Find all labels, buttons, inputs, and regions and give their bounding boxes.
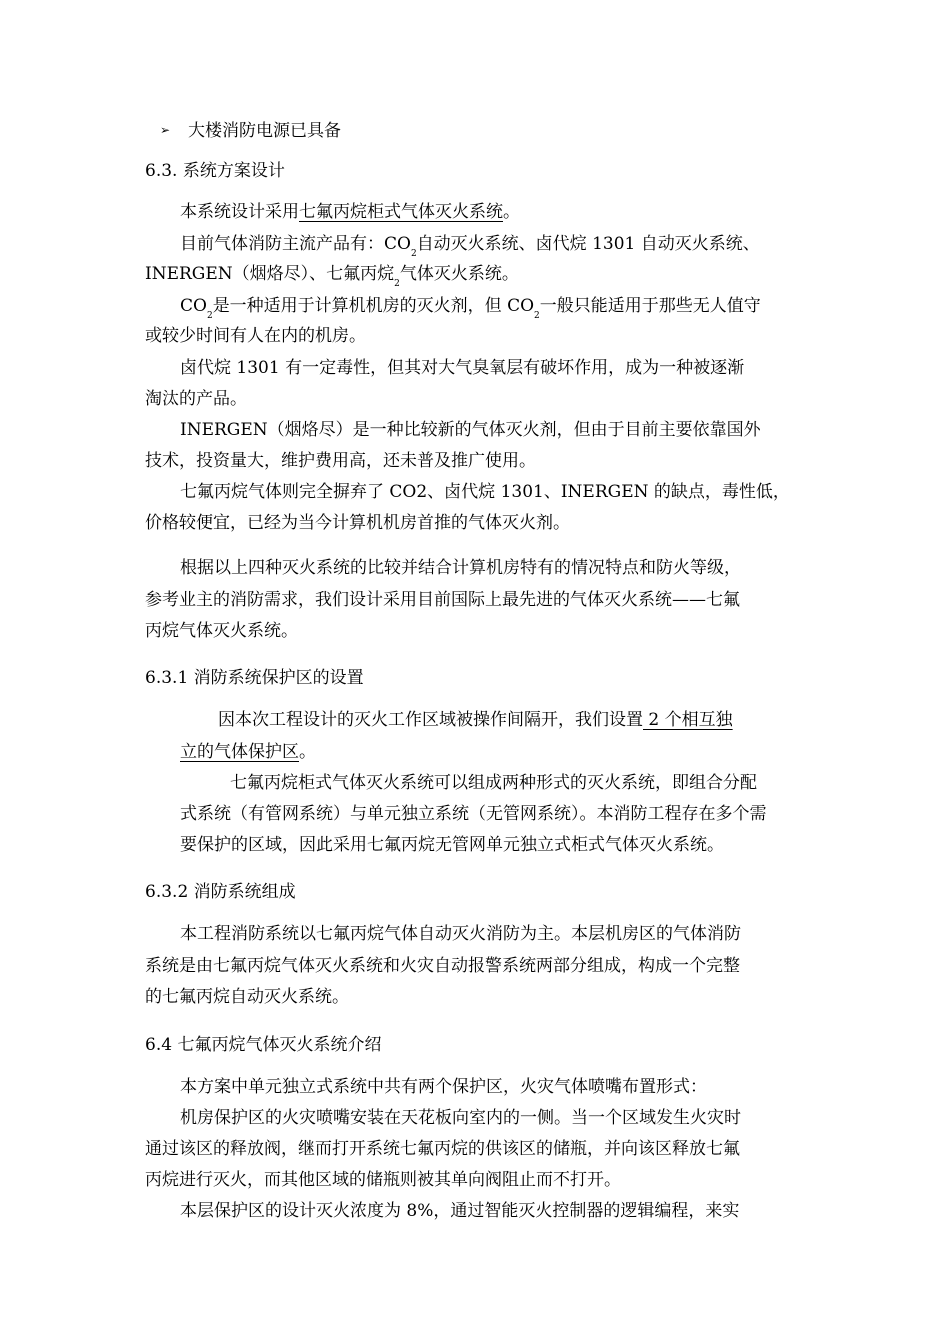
- paragraph-comparison-line1: 根据以上四种灭火系统的比较并结合计算机房特有的情况特点和防火等级，: [180, 558, 741, 578]
- paragraph-inergen-line1: INERGEN（烟烙尽）是一种比较新的气体灭火剂，但由于目前主要依靠国外: [180, 420, 761, 440]
- paragraph-release-line2: 通过该区的释放阀，继而打开系统七氟丙烷的供该区的储瓶，并向该区释放七氟: [145, 1139, 740, 1159]
- arrow-bullet-icon: ➢: [160, 123, 171, 137]
- paragraph-composition-line2: 系统是由七氟丙烷气体灭火系统和火灾自动报警系统两部分组成，构成一个完整: [145, 956, 740, 976]
- underlined-zone-count: 2 个相互独: [643, 710, 733, 730]
- paragraph-concentration-line1: 本层保护区的设计灭火浓度为 8%，通过智能灭火控制器的逻辑编程，来实: [180, 1201, 740, 1221]
- paragraph-inergen-line2: 技术，投资量大，维护费用高，还未普及推广使用。: [145, 451, 536, 471]
- paragraph-composition-line3: 的七氟丙烷自动灭火系统。: [145, 987, 349, 1007]
- underlined-zone-text: 立的气体保护区: [180, 742, 299, 762]
- paragraph-products-line1: 目前气体消防主流产品有：$CO_2$自动灭火系统、卤代烷 1301 自动灭火系统、: [180, 234, 760, 259]
- paragraph-system-types-line1: 七氟丙烷柜式气体灭火系统可以组成两种形式的灭火系统，即组合分配: [230, 773, 757, 793]
- section-heading-6-3-1: 6.3.1 消防系统保护区的设置: [145, 668, 364, 688]
- paragraph-comparison-line2: 参考业主的消防需求，我们设计采用目前国际上最先进的气体灭火系统——七氟: [145, 590, 740, 610]
- paragraph-system-types-line3: 要保护的区域，因此采用七氟丙烷无管网单元独立式柜式气体灭火系统。: [180, 835, 724, 855]
- bullet-text: 大楼消防电源已具备: [188, 121, 341, 141]
- paragraph-fm200-line1: 七氟丙烷气体则完全摒弃了 CO2、卤代烷 1301、INERGEN 的缺点，毒性低，: [180, 482, 790, 502]
- section-heading-6-4: 6.4 七氟丙烷气体灭火系统介绍: [145, 1035, 382, 1055]
- paragraph-release-line1: 机房保护区的火灾喷嘴安装在天花板向室内的一侧。当一个区域发生火灾时: [180, 1108, 741, 1128]
- paragraph-halon-line1: 卤代烷 1301 有一定毒性，但其对大气臭氧层有破坏作用，成为一种被逐渐: [180, 358, 745, 378]
- paragraph-fm200-line2: 价格较便宜，已经为当今计算机机房首推的气体灭火剂。: [145, 513, 570, 533]
- paragraph-zones-line2: 立的气体保护区。: [180, 742, 316, 762]
- paragraph-zones-line1: 因本次工程设计的灭火工作区域被操作间隔开，我们设置 2 个相互独: [218, 710, 733, 730]
- underlined-system-name: 七氟丙烷柜式气体灭火系统: [299, 202, 503, 222]
- section-heading-6-3: 6.3. 系统方案设计: [145, 161, 285, 181]
- paragraph-co2-line2: 或较少时间有人在内的机房。: [145, 326, 366, 346]
- paragraph-composition-line1: 本工程消防系统以七氟丙烷气体自动灭火消防为主。本层机房区的气体消防: [180, 924, 741, 944]
- paragraph-comparison-line3: 丙烷气体灭火系统。: [145, 621, 298, 641]
- paragraph-system-types-line2: 式系统（有管网系统）与单元独立系统（无管网系统）。本消防工程存在多个需: [180, 804, 767, 824]
- paragraph-nozzles-line1: 本方案中单元独立式系统中共有两个保护区，火灾气体喷嘴布置形式：: [180, 1077, 707, 1097]
- paragraph-release-line3: 丙烷进行灭火，而其他区域的储瓶则被其单向阀阻止而不打开。: [145, 1170, 621, 1190]
- paragraph-system-choice: 本系统设计采用七氟丙烷柜式气体灭火系统。: [180, 202, 520, 222]
- paragraph-products-line2: INERGEN（烟烙尽）、七氟丙烷$_2$气体灭火系统。: [145, 264, 519, 289]
- section-heading-6-3-2: 6.3.2 消防系统组成: [145, 882, 296, 902]
- bullet-item: [160, 118, 341, 143]
- paragraph-co2-line1: $CO_2$是一种适用于计算机机房的灭火剂，但 $CO_2$一般只能适用于那些无人值守: [180, 296, 761, 321]
- paragraph-halon-line2: 淘汰的产品。: [145, 389, 247, 409]
